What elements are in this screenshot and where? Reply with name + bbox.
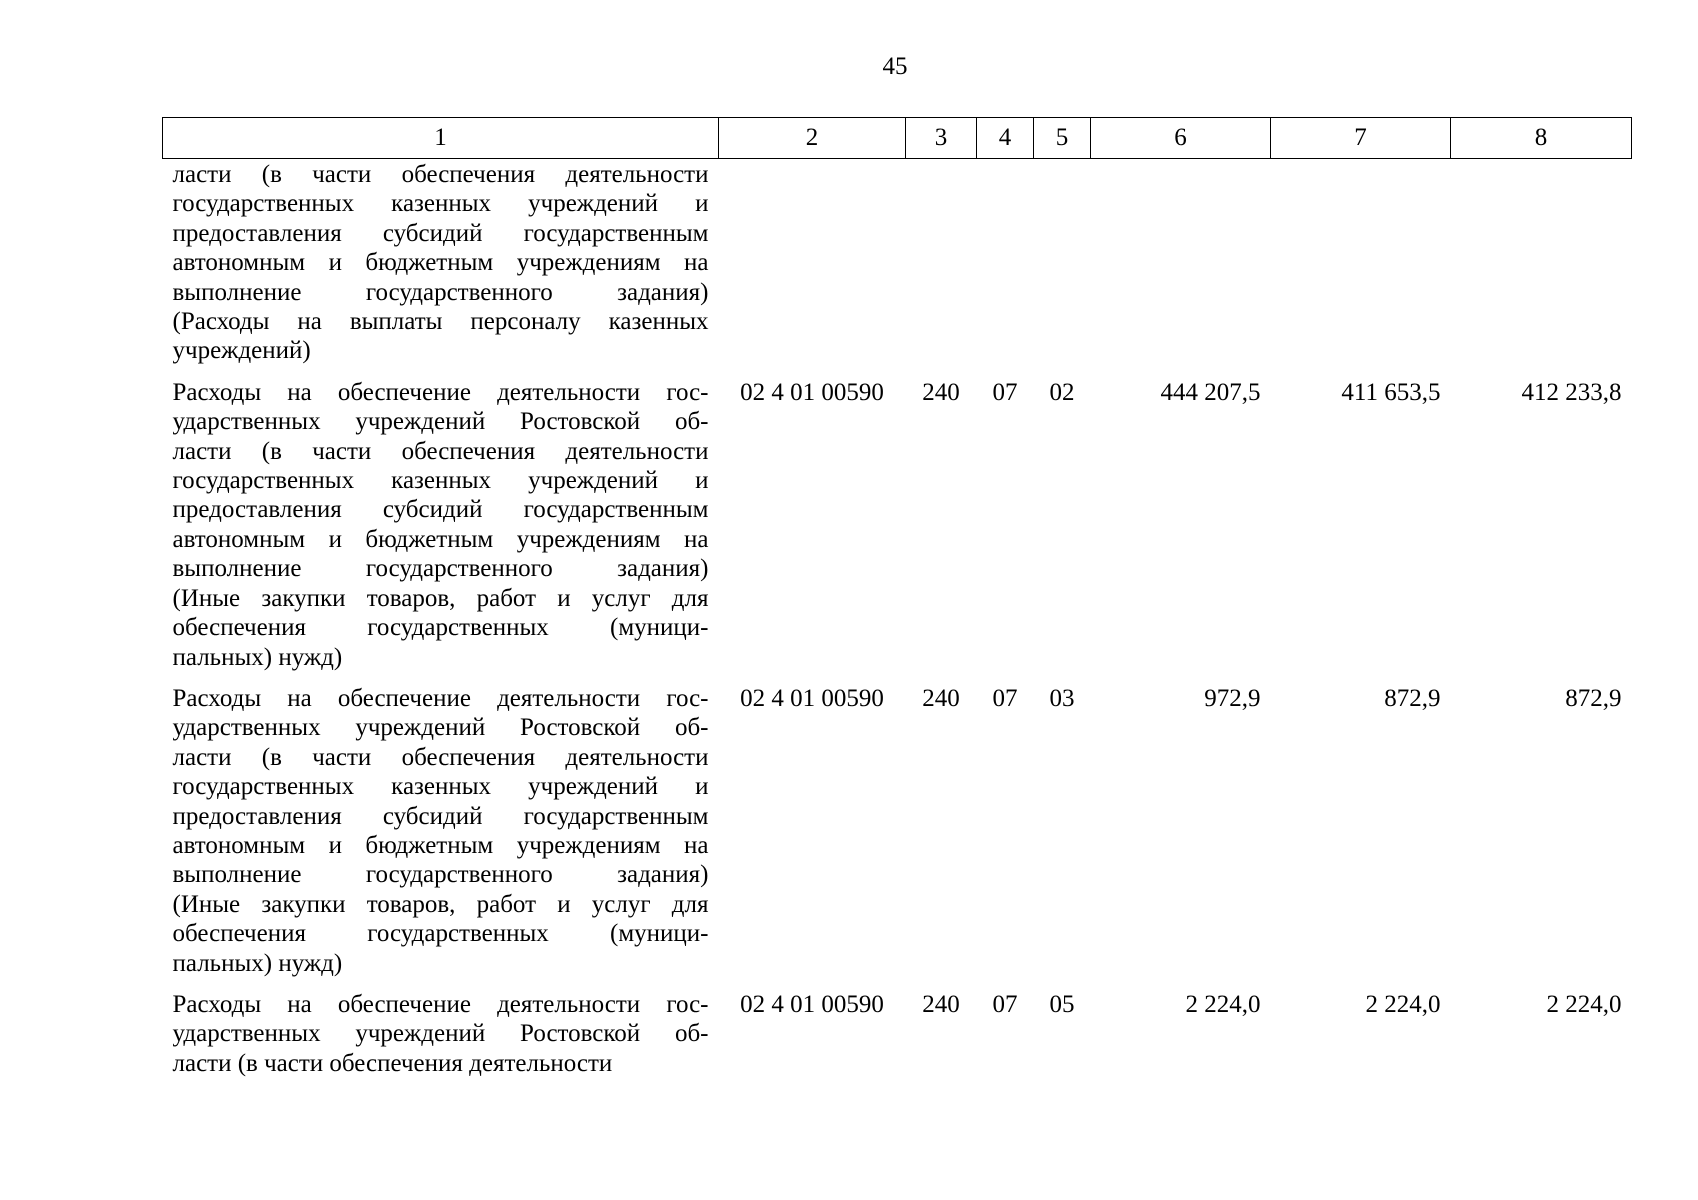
table-row — [163, 159, 1632, 366]
description-line: (Иные закупки товаров, работ и услуг для — [172, 890, 709, 918]
column-header-2: 2 — [719, 118, 906, 159]
amount-column-7: 872,9 — [1384, 684, 1441, 712]
amount-column-8: 872,9 — [1565, 684, 1622, 712]
target-article-code: 02 4 01 00590 — [740, 684, 884, 712]
description-line: автономным и бюджетным учреждениям на — [172, 249, 709, 277]
description-line: выполнение государственного задания) — [172, 861, 709, 889]
amount-column-7 — [1271, 159, 1451, 366]
expense-type-code — [906, 159, 977, 366]
description-line: ударственных учреждений Ростовской об- — [172, 408, 709, 436]
expense-type-code: 240 — [922, 378, 960, 406]
description-line: ласти (в части обеспечения деятельности — [172, 1049, 613, 1077]
amount-column-8 — [1451, 159, 1632, 366]
amount-column-8: 2 224,0 — [1546, 990, 1622, 1018]
section-code: 07 — [992, 684, 1018, 712]
subsection-code: 05 — [1049, 990, 1075, 1018]
header-row — [163, 118, 1632, 159]
subsection-code: 03 — [1049, 684, 1075, 712]
section-code: 07 — [992, 378, 1018, 406]
subsection-code: 02 — [1049, 378, 1075, 406]
column-header-3: 3 — [906, 118, 977, 159]
description-line: ласти (в части обеспечения деятельности — [172, 161, 709, 188]
column-header-1: 1 — [163, 118, 719, 159]
description-line: пальных) нужд) — [172, 949, 343, 977]
amount-column-6: 972,9 — [1204, 684, 1261, 712]
expense-description — [163, 978, 719, 1078]
table-row — [163, 366, 1632, 672]
budget-table — [162, 117, 1632, 1078]
target-article-code: 02 4 01 00590 — [740, 378, 884, 406]
expense-description — [163, 159, 719, 366]
target-article-code: 02 4 01 00590 — [740, 990, 884, 1018]
description-line: предоставления субсидий государственным — [172, 219, 709, 247]
amount-column-6: 2 224,0 — [1185, 990, 1261, 1018]
description-line: предоставления субсидий государственным — [172, 802, 709, 830]
description-line: выполнение государственного задания) — [172, 278, 709, 306]
description-line: Расходы на обеспечение деятельности гос- — [172, 684, 709, 712]
description-line: обеспечения государственных (муници- — [172, 920, 709, 948]
expense-type-code: 240 — [922, 990, 960, 1018]
column-header-4: 4 — [977, 118, 1034, 159]
description-line: выполнение государственного задания) — [172, 555, 709, 583]
expense-description — [163, 672, 719, 978]
page-number: 45 — [882, 53, 908, 80]
table-row — [163, 672, 1632, 978]
description-line: Расходы на обеспечение деятельности гос- — [172, 378, 709, 406]
amount-column-6 — [1091, 159, 1271, 366]
description-line: государственных казенных учреждений и — [172, 773, 709, 801]
description-line: автономным и бюджетным учреждениям на — [172, 831, 709, 859]
section-code: 07 — [992, 990, 1018, 1018]
table-body — [163, 159, 1632, 1079]
description-line: Расходы на обеспечение деятельности гос- — [172, 990, 709, 1018]
section-code — [977, 159, 1034, 366]
subsection-code — [1034, 159, 1091, 366]
amount-column-6: 444 207,5 — [1160, 378, 1261, 406]
description-line: ударственных учреждений Ростовской об- — [172, 714, 709, 742]
description-line: ударственных учреждений Ростовской об- — [172, 1020, 709, 1048]
column-header-5: 5 — [1034, 118, 1091, 159]
description-line: обеспечения государственных (муници- — [172, 614, 709, 642]
description-line: предоставления субсидий государственным — [172, 496, 709, 524]
column-header-7: 7 — [1271, 118, 1451, 159]
expense-type-code: 240 — [922, 684, 960, 712]
description-line: государственных казенных учреждений и — [172, 190, 709, 218]
description-line: автономным и бюджетным учреждениям на — [172, 525, 709, 553]
description-line: ласти (в части обеспечения деятельности — [172, 437, 709, 465]
column-header-8: 8 — [1451, 118, 1632, 159]
table-row — [163, 978, 1632, 1078]
amount-column-7: 2 224,0 — [1365, 990, 1441, 1018]
description-line: (Расходы на выплаты персоналу казенных — [172, 308, 709, 336]
amount-column-8: 412 233,8 — [1521, 378, 1622, 406]
description-line: (Иные закупки товаров, работ и услуг для — [172, 584, 709, 612]
description-line: пальных) нужд) — [172, 643, 343, 671]
description-line: учреждений) — [172, 337, 311, 365]
expense-description — [163, 366, 719, 672]
description-line: государственных казенных учреждений и — [172, 467, 709, 495]
table-header — [163, 118, 1632, 159]
description-line: ласти (в части обеспечения деятельности — [172, 743, 709, 771]
target-article-code — [719, 159, 906, 366]
amount-column-7: 411 653,5 — [1341, 378, 1441, 406]
column-header-6: 6 — [1091, 118, 1271, 159]
